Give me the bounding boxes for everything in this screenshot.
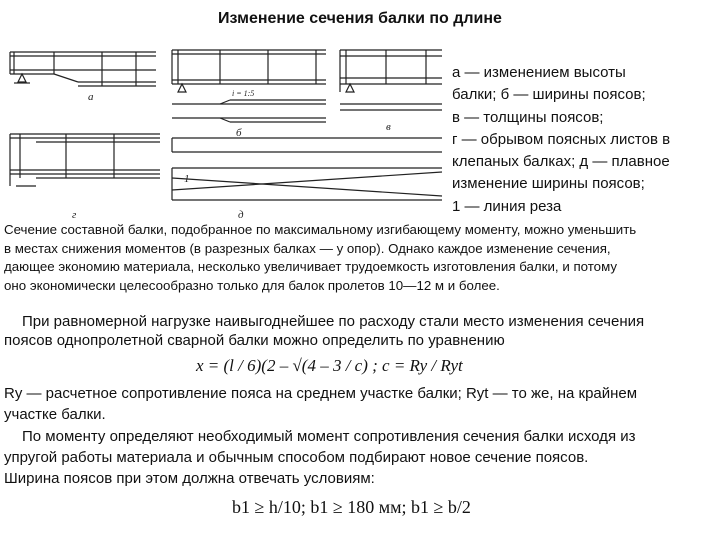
- flange-width-conditions: b1 ≥ h/10; b1 ≥ 180 мм; b1 ≥ b/2: [232, 497, 471, 517]
- legend-line: изменение ширины поясов;: [452, 175, 645, 193]
- paragraph-line: Ширина поясов при этом должна отвечать условиям:: [4, 470, 375, 488]
- legend-line: балки; б — ширины поясов;: [452, 86, 646, 104]
- paragraph-line: поясов однопролетной сварной балки можно определить по уравнению: [4, 332, 505, 349]
- figure-label-slope: i = 1:5: [232, 89, 255, 98]
- figure-label-cut-line: 1: [184, 173, 190, 185]
- paragraph-line: дающее экономию материала, несколько увеличивает трудоемкость изготовления балки, и потому: [4, 259, 618, 275]
- paragraph-line: При равномерной нагрузке наивыгоднейшее по расходу стали место изменения сечения: [22, 313, 645, 330]
- resistance-paragraph: [4, 383, 720, 489]
- paragraph-line: в местах снижения моментов (в разрезных балках — у опор). Однако каждое изменение сечения,: [4, 240, 611, 256]
- figure-label-v: в: [386, 121, 391, 133]
- beam-section-figure: [6, 40, 450, 222]
- load-paragraph: [4, 312, 720, 350]
- beam-d-drawing: [172, 138, 442, 200]
- paragraph-line: По моменту определяют необходимый момент сопротивления сечения балки исходя из: [22, 427, 636, 445]
- figure-legend: [452, 62, 714, 218]
- legend-line: а — изменением высоты: [452, 64, 626, 81]
- page-title: Изменение сечения балки по длине: [218, 10, 502, 27]
- beam-b-drawing: [172, 50, 326, 122]
- legend-line: 1 — линия реза: [452, 197, 562, 215]
- figure-label-a: а: [88, 91, 94, 103]
- beam-a-drawing: [10, 52, 156, 86]
- beam-g-drawing: [10, 134, 160, 186]
- figure-label-g: г: [72, 209, 77, 221]
- position-formula: x = (l / 6)(2 – √(4 – 3 / c) ; c = Ry / Ryt: [196, 356, 463, 375]
- legend-line: в — толщины поясов;: [452, 108, 604, 126]
- legend-line: клепаных балках; д — плавное: [452, 153, 670, 171]
- legend-line: г — обрывом поясных листов в: [452, 130, 671, 148]
- paragraph-line: оно экономически целесообразно только для балок пролетов 10—12 м и более.: [4, 277, 500, 293]
- paragraph-line: участке балки.: [4, 406, 106, 424]
- figure-label-d: д: [238, 209, 244, 221]
- beam-v-drawing: [340, 50, 442, 110]
- figure-label-b: б: [236, 127, 242, 139]
- paragraph-line: Сечение составной балки, подобранное по максимальному изгибающему моменту, можно уменьшить: [4, 222, 637, 237]
- paragraph-line: упругой работы материала и обычным способом подбирают новое сечение поясов.: [4, 448, 589, 466]
- paragraph-line: Ry — расчетное сопротивление пояса на среднем участке балки; Ryt — то же, на крайнем: [4, 385, 638, 402]
- intro-paragraph: [4, 221, 720, 295]
